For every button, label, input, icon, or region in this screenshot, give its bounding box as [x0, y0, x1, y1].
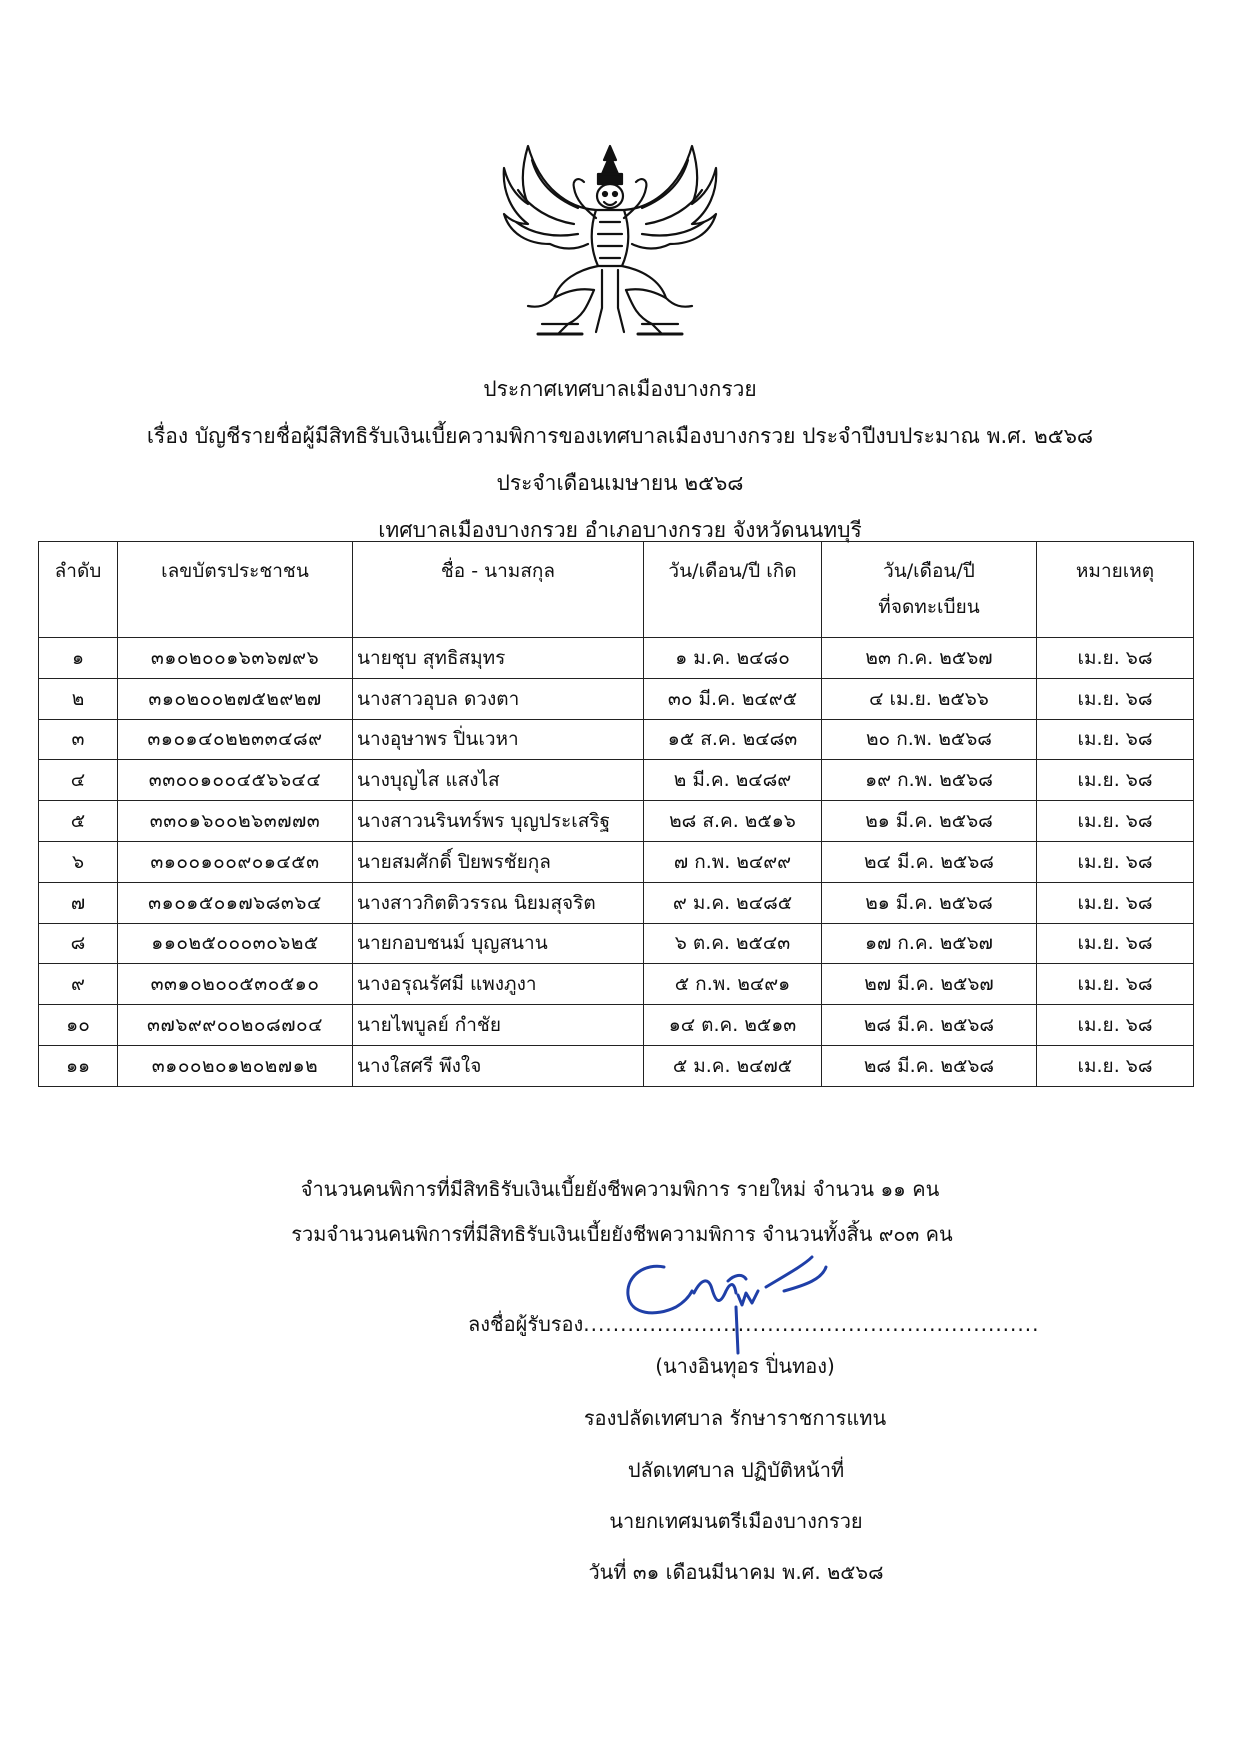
table-row: [39, 719, 1194, 760]
cell-note: เม.ย. ๖๘: [1037, 678, 1194, 719]
cell-name: นางสาวนรินทร์พร บุญประเสริฐ: [353, 801, 644, 842]
col-header-id: เลขบัตรประชาชน: [118, 542, 353, 638]
cell-registered: ๑๙ ก.พ. ๒๕๖๘: [822, 760, 1037, 801]
table-row: [39, 801, 1194, 842]
certifier-name: (นางอินทุอร ปิ่นทอง): [655, 1354, 835, 1378]
cell-no: ๓: [39, 719, 118, 760]
cell-note: เม.ย. ๖๘: [1037, 923, 1194, 964]
summary-total-count: รวมจำนวนคนพิการที่มีสิทธิรับเงินเบี้ยยังชีพความพิการ จำนวนทั้งสิ้น ๙๐๓ คน: [291, 1222, 953, 1246]
cell-note: เม.ย. ๖๘: [1037, 1045, 1194, 1086]
cell-name: นายกอบชนม์ บุญสนาน: [353, 923, 644, 964]
cell-name: นายชุบ สุทธิสมุทร: [353, 638, 644, 679]
cell-id: ๓๓๑๐๒๐๐๕๓๐๕๑๐: [118, 964, 353, 1005]
cell-no: ๘: [39, 923, 118, 964]
cell-registered: ๒๑ มี.ค. ๒๕๖๘: [822, 882, 1037, 923]
table-row: [39, 678, 1194, 719]
cell-id: ๓๑๐๑๔๐๒๒๓๓๔๘๙: [118, 719, 353, 760]
table-row: [39, 841, 1194, 882]
cell-id: ๓๑๐๐๑๐๐๙๐๑๔๕๓: [118, 841, 353, 882]
cell-no: ๙: [39, 964, 118, 1005]
cell-birth: ๕ ก.พ. ๒๔๙๑: [644, 964, 822, 1005]
cell-note: เม.ย. ๖๘: [1037, 1005, 1194, 1046]
cell-registered: ๔ เม.ย. ๒๕๖๖: [822, 678, 1037, 719]
cell-name: นางอรุณรัศมี แพงภูงา: [353, 964, 644, 1005]
cell-note: เม.ย. ๖๘: [1037, 801, 1194, 842]
col-header-registered: [822, 542, 1037, 638]
certifier-position-2: ปลัดเทศบาล ปฏิบัติหน้าที่: [627, 1458, 845, 1482]
announcement-subject: เรื่อง บัญชีรายชื่อผู้มีสิทธิรับเงินเบี้ยความพิการของเทศบาลเมืองบางกรวย ประจำปีงบประมาณ พ.ศ. ๒๕๖๘: [146, 424, 1094, 448]
cell-birth: ๑๕ ส.ค. ๒๔๘๓: [644, 719, 822, 760]
col-header-note: หมายเหตุ: [1037, 542, 1194, 638]
col-header-name: ชื่อ - นามสกุล: [353, 542, 644, 638]
cell-birth: ๒ มี.ค. ๒๔๘๙: [644, 760, 822, 801]
signature-dots: ..............................................................: [583, 1312, 1040, 1336]
cell-birth: ๑๔ ต.ค. ๒๕๑๓: [644, 1005, 822, 1046]
cell-no: ๔: [39, 760, 118, 801]
cell-registered: ๒๘ มี.ค. ๒๕๖๘: [822, 1045, 1037, 1086]
cell-registered: ๑๗ ก.ค. ๒๕๖๗: [822, 923, 1037, 964]
cell-id: ๑๑๐๒๕๐๐๐๓๐๖๒๕: [118, 923, 353, 964]
cell-birth: ๗ ก.พ. ๒๔๙๙: [644, 841, 822, 882]
summary-new-count: จำนวนคนพิการที่มีสิทธิรับเงินเบี้ยยังชีพความพิการ รายใหม่ จำนวน ๑๑ คน: [300, 1177, 940, 1201]
announcement-date: วันที่ ๓๑ เดือนมีนาคม พ.ศ. ๒๕๖๘: [588, 1560, 884, 1584]
announcement-location: เทศบาลเมืองบางกรวย อำเภอบางกรวย จังหวัดนนทบุรี: [378, 518, 862, 542]
cell-note: เม.ย. ๖๘: [1037, 964, 1194, 1005]
cell-birth: ๖ ต.ค. ๒๕๔๓: [644, 923, 822, 964]
table-body: [39, 638, 1194, 1087]
cell-registered: ๒๓ ก.ค. ๒๕๖๗: [822, 638, 1037, 679]
cell-name: นางใสศรี พึงใจ: [353, 1045, 644, 1086]
cell-no: ๗: [39, 882, 118, 923]
cell-name: นางบุญไส แสงไส: [353, 760, 644, 801]
cell-no: ๑: [39, 638, 118, 679]
cell-name: นางอุษาพร ปิ่นเวหา: [353, 719, 644, 760]
cell-registered: ๒๗ มี.ค. ๒๕๖๗: [822, 964, 1037, 1005]
certifier-position-1: รองปลัดเทศบาล รักษาราชการแทน: [583, 1406, 887, 1430]
cell-name: นางสาวอุบล ดวงตา: [353, 678, 644, 719]
cell-name: นางสาวกิตติวรรณ นิยมสุจริต: [353, 882, 644, 923]
table-row: [39, 964, 1194, 1005]
cell-note: เม.ย. ๖๘: [1037, 638, 1194, 679]
certifier-label: ลงชื่อผู้รับรอง: [468, 1312, 584, 1336]
col-header-no: ลำดับ: [39, 542, 118, 638]
cell-id: ๓๓๐๐๑๐๐๔๕๖๖๔๔: [118, 760, 353, 801]
cell-no: ๒: [39, 678, 118, 719]
table-row: [39, 760, 1194, 801]
announcement-month: ประจำเดือนเมษายน ๒๕๖๘: [496, 471, 744, 495]
table-row: [39, 1005, 1194, 1046]
cell-name: นายสมศักดิ์ ปิยพรชัยกุล: [353, 841, 644, 882]
cell-note: เม.ย. ๖๘: [1037, 760, 1194, 801]
table-row: [39, 638, 1194, 679]
cell-note: เม.ย. ๖๘: [1037, 841, 1194, 882]
cell-id: ๓๗๖๙๙๐๐๒๐๘๗๐๔: [118, 1005, 353, 1046]
cell-birth: ๑ ม.ค. ๒๔๘๐: [644, 638, 822, 679]
cell-note: เม.ย. ๖๘: [1037, 882, 1194, 923]
cell-birth: ๓๐ มี.ค. ๒๔๙๕: [644, 678, 822, 719]
cell-id: ๓๓๐๑๖๐๐๒๖๓๗๗๓: [118, 801, 353, 842]
cell-birth: ๒๘ ส.ค. ๒๕๑๖: [644, 801, 822, 842]
cell-no: ๕: [39, 801, 118, 842]
beneficiary-table: [38, 541, 1194, 1087]
table-row: [39, 1045, 1194, 1086]
cell-note: เม.ย. ๖๘: [1037, 719, 1194, 760]
cell-id: ๓๑๐๒๐๐๒๗๕๒๙๒๗: [118, 678, 353, 719]
cell-id: ๓๑๐๐๒๐๑๒๐๒๗๑๒: [118, 1045, 353, 1086]
cell-registered: ๒๑ มี.ค. ๒๕๖๘: [822, 801, 1037, 842]
col-header-registered-line2: ที่จดทะเบียน: [878, 596, 980, 618]
col-header-registered-line1: วัน/เดือน/ปี: [883, 560, 975, 582]
table-row: [39, 882, 1194, 923]
certifier-position-3: นายกเทศมนตรีเมืองบางกรวย: [609, 1509, 863, 1533]
cell-id: ๓๑๐๒๐๐๑๖๓๖๗๙๖: [118, 638, 353, 679]
cell-name: นายไพบูลย์ กำชัย: [353, 1005, 644, 1046]
cell-birth: ๕ ม.ค. ๒๔๗๕: [644, 1045, 822, 1086]
cell-no: ๑๐: [39, 1005, 118, 1046]
announcement-title: ประกาศเทศบาลเมืองบางกรวย: [483, 377, 757, 401]
garuda-emblem-icon: [498, 138, 722, 343]
handwritten-signature-icon: [616, 1245, 856, 1355]
cell-no: ๖: [39, 841, 118, 882]
cell-no: ๑๑: [39, 1045, 118, 1086]
cell-id: ๓๑๐๑๕๐๑๗๖๘๓๖๔: [118, 882, 353, 923]
cell-birth: ๙ ม.ค. ๒๔๘๕: [644, 882, 822, 923]
col-header-birth: วัน/เดือน/ปี เกิด: [644, 542, 822, 638]
cell-registered: ๒๐ ก.พ. ๒๕๖๘: [822, 719, 1037, 760]
cell-registered: ๒๔ มี.ค. ๒๕๖๘: [822, 841, 1037, 882]
table-header-row: [39, 542, 1194, 638]
table-row: [39, 923, 1194, 964]
cell-registered: ๒๘ มี.ค. ๒๕๖๘: [822, 1005, 1037, 1046]
